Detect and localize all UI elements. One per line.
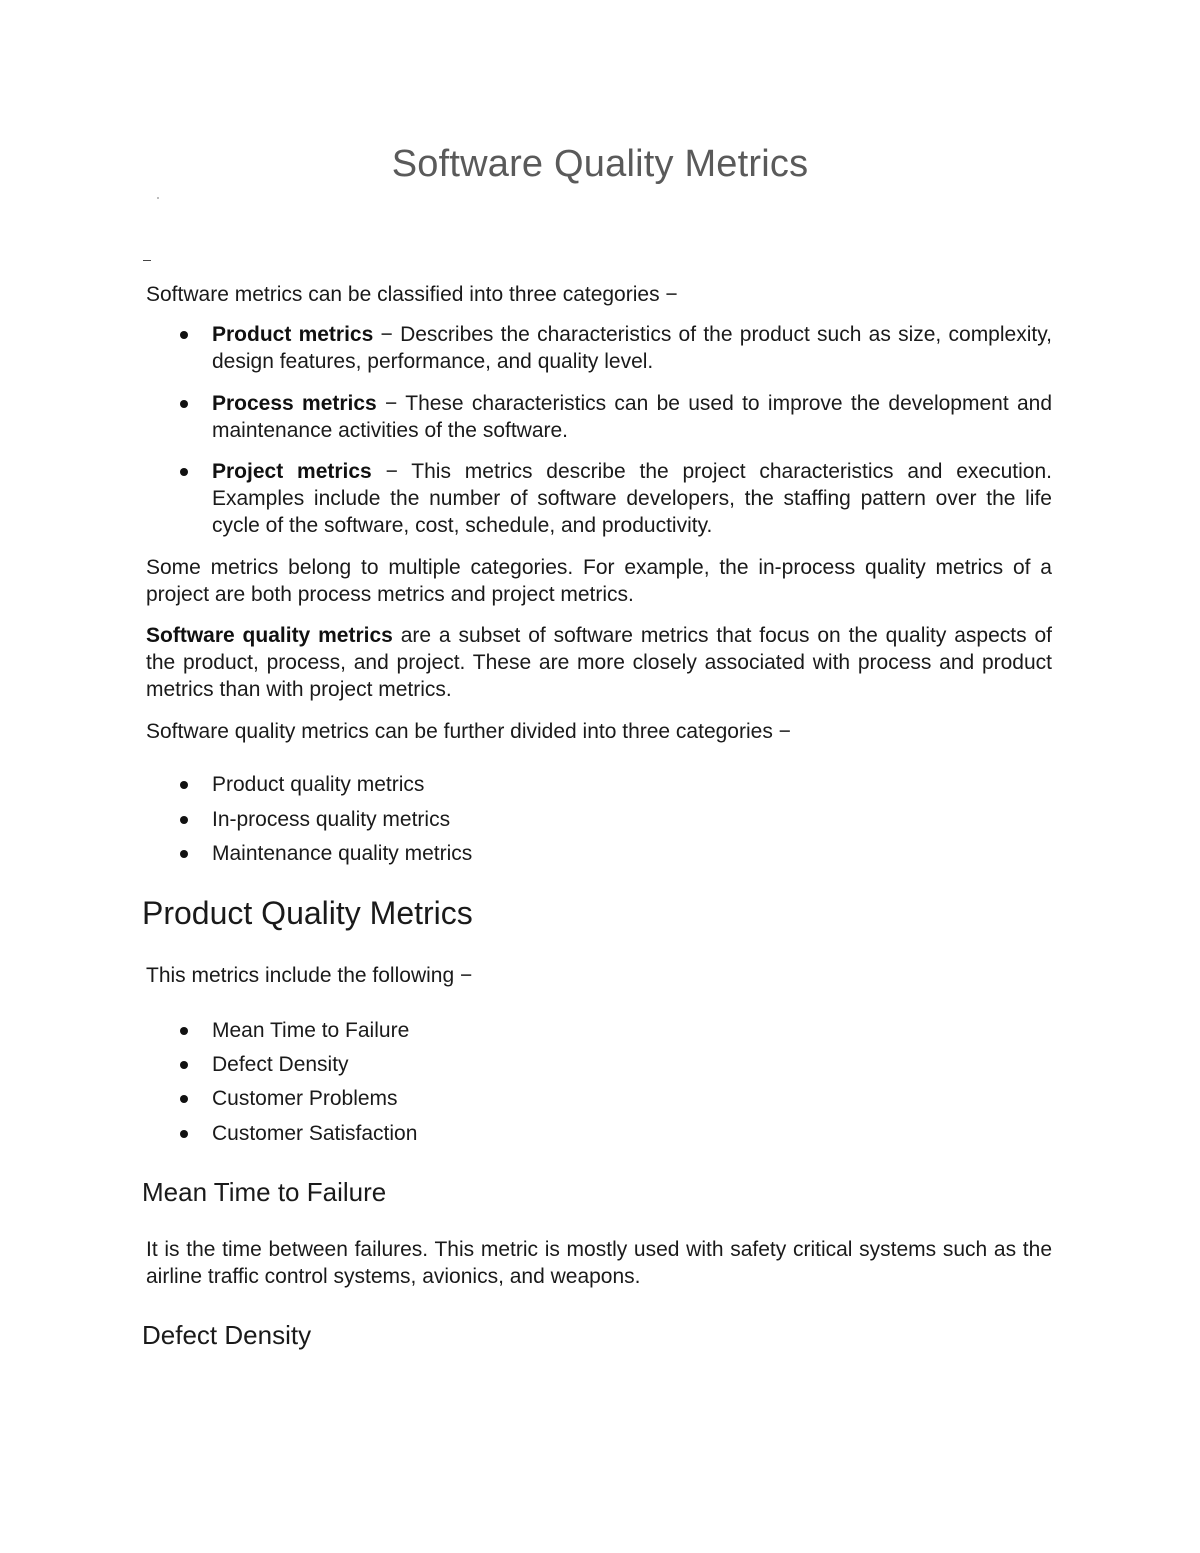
multiple-categories-paragraph: Some metrics belong to multiple categories. For example, the in-process quality metrics of a project are both process metrics and project metrics. [146, 556, 1052, 606]
sqm-divided-paragraph: Software quality metrics can be further divided into three categories − [146, 720, 791, 743]
bullet-icon [180, 1095, 188, 1103]
bullet-icon [180, 1130, 188, 1138]
mttf-paragraph: It is the time between failures. This metric is mostly used with safety critical systems such as the airline traffic control systems, avionics, and weapons. [146, 1238, 1052, 1288]
category-item-project: Project metrics − This metrics describe the project characteristics and execution. Examples include the number of software developers, the staffing pattern over the life cycle of the software, cost, schedule, and productivity. [212, 458, 1052, 539]
heading-mttf: Mean Time to Failure [142, 1177, 387, 1207]
category-desc: These characteristics can be used to improve the development and maintenance activities of the software. [212, 392, 1052, 442]
list-item: Maintenance quality metrics [212, 840, 472, 867]
product-intro: This metrics include the following − [146, 964, 473, 987]
list-item: Product quality metrics [212, 771, 424, 798]
list-item: In-process quality metrics [212, 806, 450, 833]
intro-paragraph: Software metrics can be classified into three categories − [146, 283, 678, 306]
stray-dash [143, 260, 151, 261]
bullet-icon [180, 331, 188, 339]
sqm-rest: are a subset of software metrics that focus on the quality aspects of the product, process, and project. These are more closely associated with process and product metrics than with project metrics. [146, 624, 1052, 701]
bullet-icon [180, 400, 188, 408]
bullet-icon [180, 1027, 188, 1035]
list-item: Mean Time to Failure [212, 1017, 409, 1044]
category-term: Product metrics [212, 323, 374, 346]
stray-mark [157, 197, 159, 199]
category-term: Project metrics [212, 460, 372, 483]
heading-product-quality: Product Quality Metrics [142, 895, 473, 931]
heading-defect-density: Defect Density [142, 1320, 312, 1350]
bullet-icon [180, 850, 188, 858]
bullet-icon [180, 781, 188, 789]
category-desc: This metrics describe the project characteristics and execution. Examples include the number of software developers, the staffing pattern over the life cycle of the software, cost, schedule, and productivity. [212, 460, 1052, 537]
bullet-icon [180, 816, 188, 824]
list-item: Defect Density [212, 1051, 349, 1078]
sqm-paragraph [146, 622, 1052, 703]
list-item: Customer Problems [212, 1085, 398, 1112]
bullet-icon [180, 468, 188, 476]
category-item-product: Product metrics − Describes the characteristics of the product such as size, complexity, design features, performance, and quality level. [212, 321, 1052, 375]
category-term: Process metrics [212, 392, 377, 415]
list-item: Customer Satisfaction [212, 1120, 417, 1147]
sqm-term: Software quality metrics [146, 624, 393, 647]
bullet-icon [180, 1061, 188, 1069]
category-desc: Describes the characteristics of the product such as size, complexity, design features, performance, and quality level. [212, 323, 1052, 373]
document-title: Software Quality Metrics [391, 143, 809, 185]
category-item-process: Process metrics − These characteristics can be used to improve the development and maintenance activities of the software. [212, 390, 1052, 444]
